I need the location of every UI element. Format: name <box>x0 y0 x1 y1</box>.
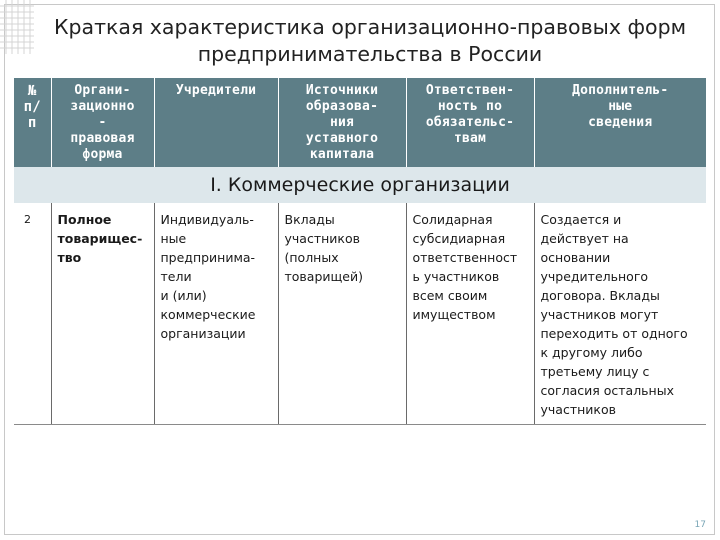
cell-text-line: участников <box>540 402 616 417</box>
header-legal-form <box>51 78 154 167</box>
slide-title-line-1: Краткая характеристика организационно-правовых форм <box>53 15 687 39</box>
cell-text-line: товарищес- <box>57 231 143 246</box>
cell-text-line: Органи- <box>74 83 131 98</box>
cell-text-line: Ответствен- <box>425 83 515 98</box>
page-number: 17 <box>694 520 706 530</box>
cell-text-line: ные <box>160 231 187 246</box>
cell-text-line: Вклады <box>284 212 335 227</box>
cell-text-line: Индивидуаль- <box>160 212 254 227</box>
cell-text-line: ответственност <box>412 250 518 265</box>
cell-number <box>14 203 51 425</box>
cell-text-line: ные <box>608 99 633 114</box>
cell-text-line: 2 <box>24 213 31 226</box>
cell-text-line: субсидиарная <box>412 231 506 246</box>
table-row <box>14 203 706 425</box>
cell-text-line: образова- <box>305 99 379 114</box>
cell-text-line: тели <box>160 269 192 284</box>
cell-text-line: переходить от одного <box>540 326 688 341</box>
cell-text-line: п <box>27 115 37 131</box>
cell-legal-form <box>51 203 154 425</box>
cell-text-line: зационно <box>70 99 135 114</box>
cell-additional-info <box>534 203 706 425</box>
cell-text-line: согласия остальных <box>540 383 674 398</box>
cell-text-line: правовая <box>70 131 135 146</box>
cell-text-line: договора. Вклады <box>540 288 660 303</box>
section-row <box>14 167 706 203</box>
slide-title <box>40 14 700 68</box>
cell-text-line: Учредители <box>175 83 257 98</box>
cell-founders <box>154 203 278 425</box>
corner-decoration <box>0 0 40 60</box>
cell-text-line: обязательс- <box>425 115 515 130</box>
cell-text-line: к другому либо <box>540 345 643 360</box>
cell-text-line: форма <box>82 147 123 162</box>
cell-text-line: твам <box>453 131 487 146</box>
cell-text-line: уставного <box>305 131 379 146</box>
cell-text-line: организации <box>160 326 246 341</box>
cell-text-line: всем своим <box>412 288 488 303</box>
cell-text-line: ность по <box>437 99 503 114</box>
cell-text-line: участников <box>284 231 360 246</box>
cell-text-line: Создается и <box>540 212 622 227</box>
cell-text-line: действует на <box>540 231 629 246</box>
cell-text-line: товарищей) <box>284 269 363 284</box>
cell-text-line: Полное <box>57 212 112 227</box>
table-header-row <box>14 78 706 167</box>
cell-text-line: № <box>27 83 37 99</box>
cell-text-line: (полных <box>284 250 339 265</box>
cell-text-line: - <box>98 115 107 130</box>
cell-text-line: Источники <box>305 83 379 98</box>
cell-text-line: и (или) <box>160 288 207 303</box>
cell-text-line: капитала <box>309 147 375 162</box>
cell-text-line: Дополнитель- <box>572 83 669 98</box>
cell-text-line: ния <box>329 115 355 130</box>
cell-capital-sources <box>278 203 406 425</box>
cell-text-line: п/ <box>23 99 41 115</box>
cell-text-line: ь участников <box>412 269 500 284</box>
cell-text-line: предпринима- <box>160 250 256 265</box>
section-title: I. Коммерческие организации <box>14 167 706 203</box>
cell-text-line: сведения <box>588 115 653 130</box>
cell-text-line: имуществом <box>412 307 496 322</box>
header-capital-sources <box>278 78 406 167</box>
cell-text-line: тво <box>57 250 82 265</box>
cell-liability <box>406 203 534 425</box>
header-founders <box>154 78 278 167</box>
cell-text-line: Солидарная <box>412 212 493 227</box>
legal-forms-table <box>14 78 706 425</box>
header-liability <box>406 78 534 167</box>
cell-text-line: третьему лицу с <box>540 364 650 379</box>
cell-text-line: участников могут <box>540 307 659 322</box>
header-additional-info <box>534 78 706 167</box>
slide-title-line-2: предпринимательства в России <box>197 42 543 66</box>
cell-text-line: коммерческие <box>160 307 256 322</box>
cell-text-line: основании <box>540 250 611 265</box>
cell-text-line: учредительного <box>540 269 649 284</box>
header-number <box>14 78 51 167</box>
